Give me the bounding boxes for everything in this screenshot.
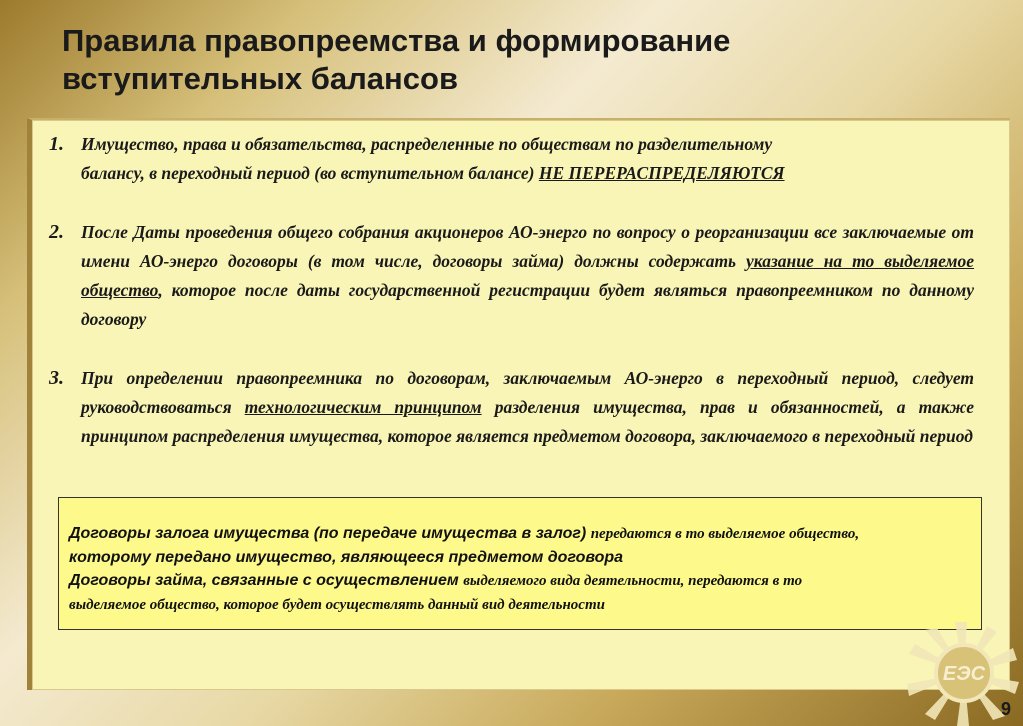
item-number: 3. [49,367,64,389]
item-text-line-1: Имущество, права и обязательства, распределенные по обществам по разделительному [81,134,773,154]
title-line-1: Правила правопреемства и формирование [62,23,731,58]
item-text-line-2: балансу, в переходный период (во вступительном балансе) [81,163,539,183]
item-text [81,130,974,188]
item-number: 1. [49,133,64,155]
item-text [81,218,974,334]
title-line-2: вступительных балансов [62,61,459,96]
list-item-3 [49,364,974,451]
note-box [58,497,982,630]
item-emphasis: технологическим принципом [244,397,482,417]
note-line-4: выделяемое общество, которое будет осуществлять данный вид деятельности [69,597,605,613]
note-line-3: Договоры займа, связанные с осуществлением выделяемого вида деятельности, передаются в то [69,572,803,589]
note-line-2: которому передано имущество, являющееся предметом договора [69,549,624,566]
item-text-post: , которое после даты государственной регистрации будет являться правопреемником по данному договору [81,280,974,329]
page-number: 9 [1000,699,1011,719]
item-text-pre: После Даты проведения общего собрания акционеров АО-энерго по вопросу о реорганизации все заключаемые от имени АО-энерго договоры (в том числе, договоры займа) должны содержать [81,222,974,271]
list-item-1 [49,130,974,188]
item-emphasis: НЕ ПЕРЕРАСПРЕДЕЛЯЮТСЯ [538,163,785,183]
item-text-post: разделения имущества, прав и обязанностей, а также принципом распределения имущества, которое является предметом договора, заключаемого в переходный период [81,397,974,446]
list-item-2 [49,218,974,334]
note-line-1: Договоры залога имущества (по передаче имущества в залог) передаются в то выделяемое общество, [69,525,860,542]
slide-title [62,22,962,98]
item-number: 2. [49,221,64,243]
item-emphasis: указание на то выделяемое общество [81,251,975,300]
logo-text: ЕЭС [942,663,986,685]
item-text-pre: При определении правопреемника по договорам, заключаемым АО-энерго в переходный период, следует руководствоваться [81,368,974,417]
item-text [81,364,974,451]
